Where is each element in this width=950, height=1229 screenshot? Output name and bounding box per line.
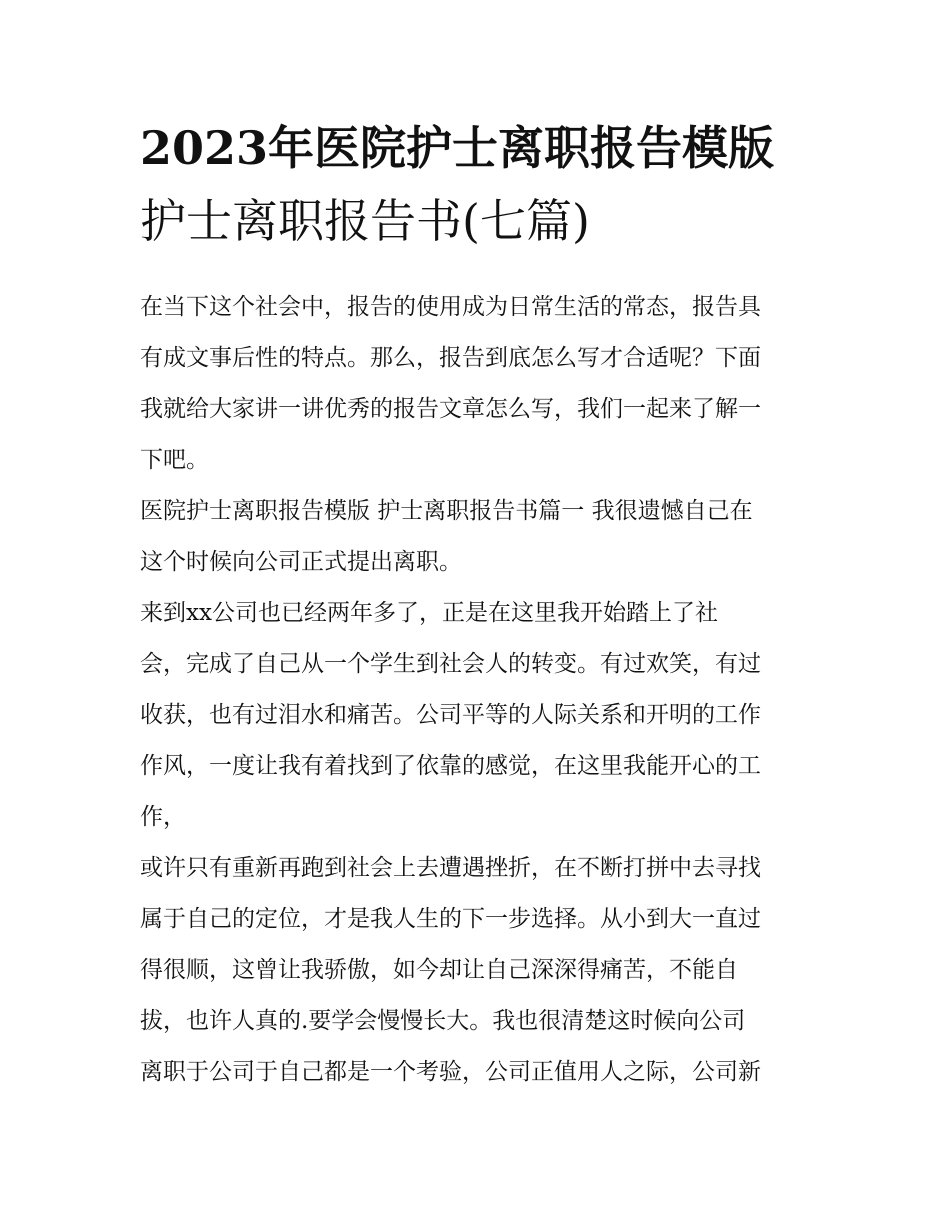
text-line: 得很顺，这曾让我骄傲，如今却让自己深深得痛苦，不能自 — [140, 957, 738, 983]
text-line: 下吧。 — [140, 447, 209, 473]
text-line: 有成文事后性的特点。那么，报告到底怎么写才合适呢？下面 — [140, 345, 761, 371]
title-line-2: 护士离职报告书(七篇) — [140, 194, 590, 248]
paragraph-body-2 — [140, 843, 812, 1098]
paragraph-section-heading — [140, 486, 812, 588]
text-line: 会，完成了自己从一个学生到社会人的转变。有过欢笑，有过 — [140, 651, 761, 677]
text-line: 这个时候向公司正式提出离职。 — [140, 549, 462, 575]
text-line: 收获，也有过泪水和痛苦。公司平等的人际关系和开明的工作 — [140, 702, 761, 728]
text-line: 来到xx公司也已经两年多了，正是在这里我开始踏上了社 — [140, 600, 718, 626]
paragraph-body-1 — [140, 588, 812, 843]
title-line-1: 2023年医院护士离职报告模版 — [140, 121, 775, 175]
text-line: 或许只有重新再跑到社会上去遭遇挫折，在不断打拼中去寻找 — [140, 855, 761, 881]
document-page — [140, 112, 812, 1098]
text-line: 离职于公司于自己都是一个考验，公司正值用人之际，公司新 — [140, 1059, 761, 1085]
document-body — [140, 282, 812, 1098]
paragraph-intro — [140, 282, 812, 486]
text-line: 在当下这个社会中，报告的使用成为日常生活的常态，报告具 — [140, 294, 761, 320]
text-line: 拔，也许人真的.要学会慢慢长大。我也很清楚这时候向公司 — [140, 1008, 746, 1034]
text-line: 医院护士离职报告模版 护士离职报告书篇一 我很遗憾自己在 — [140, 498, 753, 524]
document-title — [140, 112, 812, 258]
text-line: 我就给大家讲一讲优秀的报告文章怎么写，我们一起来了解一 — [140, 396, 761, 422]
text-line: 作， — [140, 804, 186, 830]
text-line: 作风，一度让我有着找到了依靠的感觉，在这里我能开心的工 — [140, 753, 761, 779]
text-line: 属于自己的定位，才是我人生的下一步选择。从小到大一直过 — [140, 906, 761, 932]
